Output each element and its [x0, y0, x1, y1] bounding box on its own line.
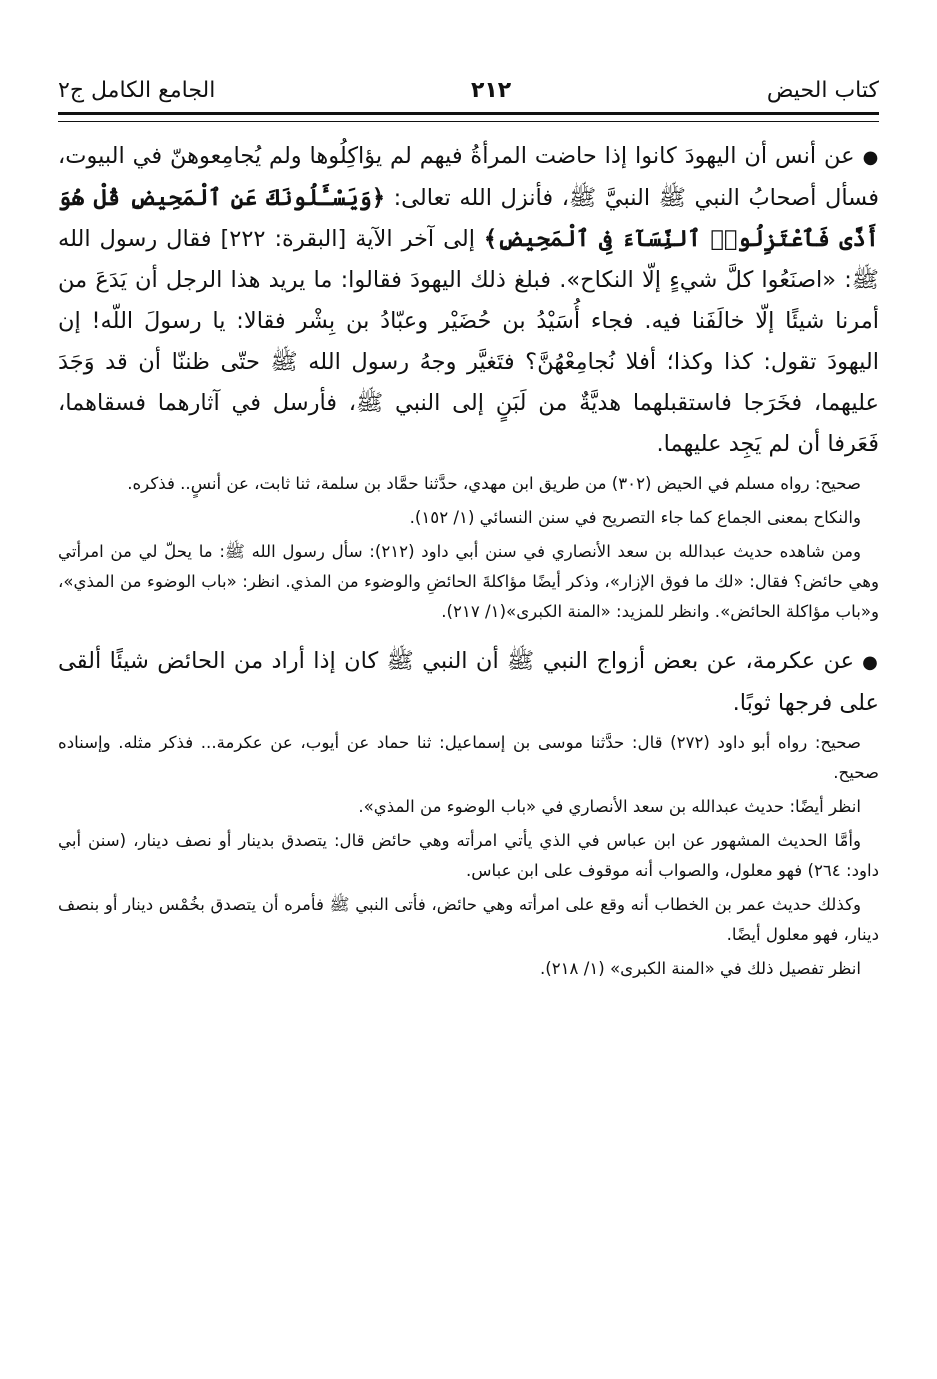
page-number: ٢١٢	[470, 78, 512, 103]
footnote-2-2: انظر أيضًا: حديث عبدالله بن سعد الأنصاري في «باب الوضوء من المذي».	[358, 797, 861, 816]
book-page	[58, 60, 879, 984]
bullet-icon: ●	[862, 147, 879, 168]
hadith-1-text-b: إلى آخر الآية [البقرة: ٢٢٢] فقال رسول الله ﷺ: «اصنَعُوا كلَّ شيءٍ إلّا النكاح». فبلغ ذلك اليهودَ فقالوا: ما يريد هذا الرجل أن يَدَعَ من أمرنا شيئًا إلّا خالَفَنا فيه. فجاء أُسَيْدُ بن حُضَيْر وعبّادُ بن بِشْر فقالا: يا رسولَ اللّه! إن اليهودَ تقول: كذا وكذا؛ أفلا نُجامِعْهُنَّ؟ فتَغيَّر وجهُ رسول الله ﷺ حتّى ظننّا أن قد وَجَدَ عليهما، فخَرَجا فاستقبلهما هديَّةٌ من لَبَنٍ إلى النبي ﷺ، فأرسل في آثارهما فسقاهما، فَعَرفا أن لم يَجِد عليهما.	[58, 226, 879, 457]
footnote-2-1: صحيح: رواه أبو داود (٢٧٢) قال: حدَّثنا موسى بن إسماعيل: ثنا حماد عن أيوب، عن عكرمة... فذكر مثله. وإسناده صحيح.	[58, 733, 879, 782]
book-title: الجامع الكامل ج٢	[58, 78, 216, 103]
hadith-1-text-a: عن أنس أن اليهودَ كانوا إذا حاضت المرأةُ فيهم لم يؤاكِلُوها ولم يُجامِعوهنّ في البيوت، فسأل أصحابُ النبي ﷺ النبيَّ ﷺ، فأنزل الله تعالى:	[58, 143, 879, 211]
page-header	[58, 60, 879, 102]
bullet-icon: ●	[862, 652, 879, 673]
hadith-2-text: عن عكرمة، عن بعض أزواج النبي ﷺ أن النبي ﷺ كان إذا أراد من الحائض شيئًا ألقى على فرجها ثوبًا.	[58, 648, 879, 716]
header-rule	[58, 112, 879, 122]
hadith-2	[58, 641, 879, 724]
footnote-1-3: ومن شاهده حديث عبدالله بن سعد الأنصاري في سنن أبي داود (٢١٢): سأل رسول الله ﷺ: ما يحلّ لي من امرأتي وهي حائض؟ فقال: «لك ما فوق الإزار»، وذكر أيضًا مؤاكلةَ الحائضِ والوضوء من المذي. انظر: «باب الوضوء من المذي»، و«باب مؤاكلة الحائض». وانظر للمزيد: «المنة الكبرى»(١/ ٢١٧).	[58, 542, 879, 621]
footnote-2-5: انظر تفصيل ذلك في «المنة الكبرى» (١/ ٢١٨).	[539, 959, 861, 978]
footnote-1-2: والنكاح بمعنى الجماع كما جاء التصريح في سنن النسائي (١/ ١٥٢).	[409, 508, 861, 527]
chapter-title: كتاب الحيض	[766, 78, 879, 103]
footnote-2-4: وكذلك حديث عمر بن الخطاب أنه وقع على امرأته وهي حائض، فأتى النبي ﷺ فأمره أن يتصدق بخُمْس دينار أو بنصف دينار، فهو معلول أيضًا.	[58, 895, 879, 944]
footnote-1-1: صحيح: رواه مسلم في الحيض (٣٠٢) من طريق ابن مهدي، حدَّثنا حمَّاد بن سلمة، ثنا ثابت، عن أنسٍ.. فذكره.	[127, 474, 861, 493]
quran-verse: ﴿وَيَسْـَٔلُونَكَ عَنِ ٱلْمَحِيضِ قُلْ هُوَ أَذًى فَٱعْتَزِلُوا۟ ٱلنِّسَآءَ فِى ٱلْمَحِيضِ﴾	[58, 185, 879, 252]
footnote-2-3: وأمَّا الحديث المشهور عن ابن عباس في الذي يأتي امرأته وهي حائض قال: يتصدق بدينار أو نصف دينار، (سنن أبي داود: ٢٦٤) فهو معلول، والصواب أنه موقوف على ابن عباس.	[58, 831, 879, 880]
hadith-1	[58, 136, 879, 465]
